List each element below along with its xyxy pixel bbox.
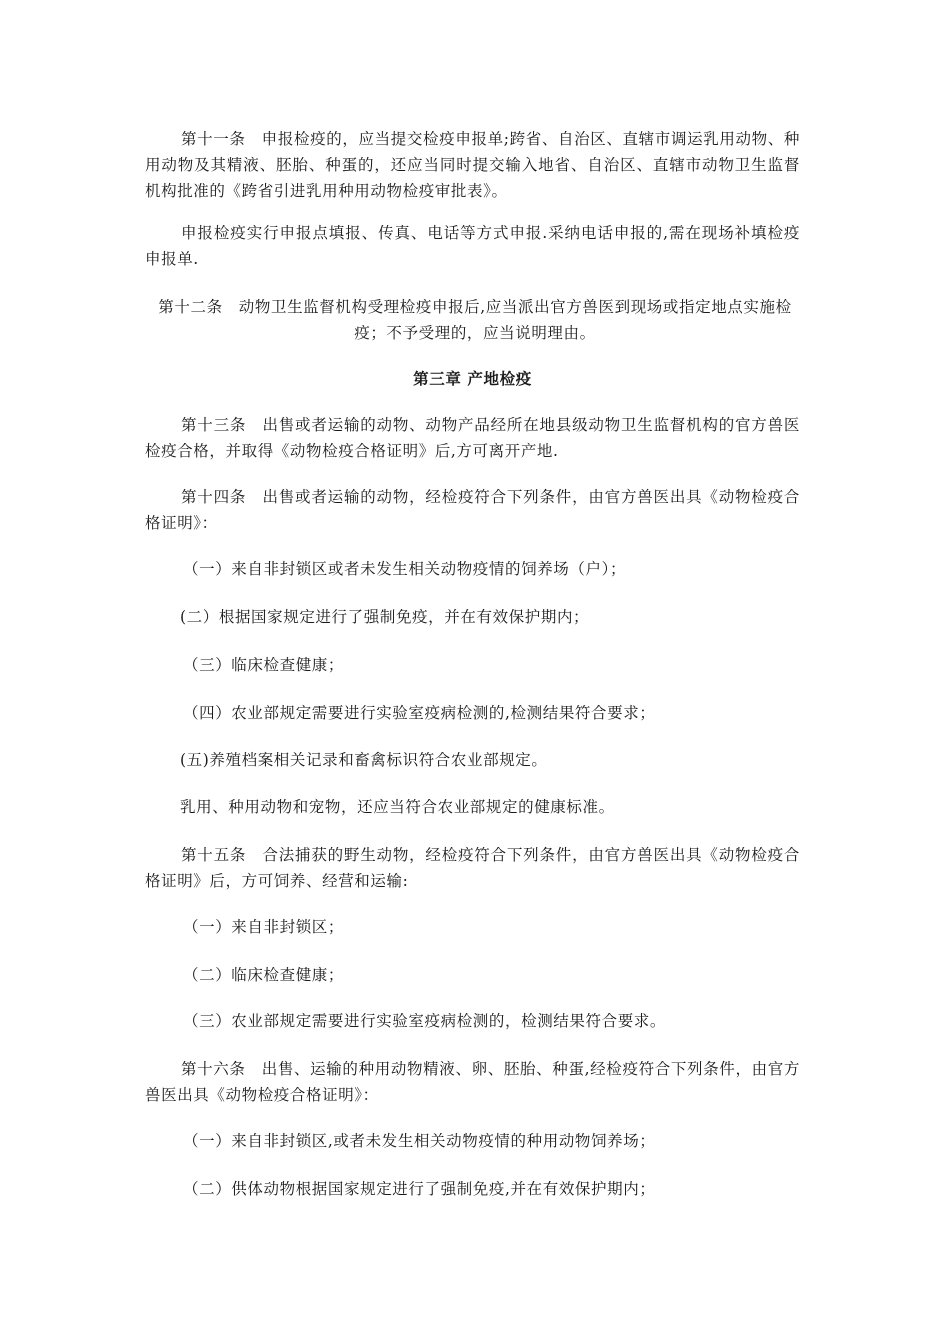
article-14-item-5: (五)养殖档案相关记录和畜禽标识符合农业部规定。	[180, 751, 548, 769]
article-14-item-1: （一）来自非封锁区或者未发生相关动物疫情的饲养场（户）；	[183, 560, 627, 578]
article-15-item-1: （一）来自非封锁区；	[183, 918, 345, 936]
article-12-paragraph: 第十二条 动物卫生监督机构受理检疫申报后,应当派出官方兽医到现场或指定地点实施检疫；不予受理的，应当说明理由。	[158, 298, 792, 342]
article-16-paragraph: 第十六条 出售、运输的种用动物精液、卵、胚胎、种蛋,经检疫符合下列条件，由官方兽医出具《动物检疫合格证明》：	[145, 1060, 800, 1104]
article-16-item-1: （一）来自非封锁区,或者未发生相关动物疫情的种用动物饲养场；	[183, 1132, 656, 1150]
article-13-paragraph: 第十三条 出售或者运输的动物、动物产品经所在地县级动物卫生监督机构的官方兽医检疫合格，并取得《动物检疫合格证明》后,方可离开产地.	[145, 416, 800, 460]
article-14-item-3: （三）临床检查健康；	[183, 656, 345, 674]
chapter-heading: 第三章 产地检疫	[413, 369, 532, 388]
article-15-item-3: （三）农业部规定需要进行实验室疫病检测的，检测结果符合要求。	[183, 1012, 667, 1030]
article-11-paragraph: 第十一条 申报检疫的，应当提交检疫申报单;跨省、自治区、直辖市调运乳用动物、种用动物及其精液、胚胎、种蛋的，还应当同时提交输入地省、自治区、直辖市动物卫生监督机构批准的《跨省引进乳用种用动物检疫审批表》。	[145, 130, 800, 200]
declaration-method-paragraph: 申报检疫实行申报点填报、传真、电话等方式申报.采纳电话申报的,需在现场补填检疫申报单.	[145, 224, 800, 268]
article-14-item-4: （四）农业部规定需要进行实验室疫病检测的,检测结果符合要求；	[183, 704, 656, 722]
article-16-item-2: （二）供体动物根据国家规定进行了强制免疫,并在有效保护期内；	[183, 1180, 656, 1198]
article-15-item-2: （二）临床检查健康；	[183, 966, 345, 984]
article-14-paragraph: 第十四条 出售或者运输的动物，经检疫符合下列条件，由官方兽医出具《动物检疫合格证明》：	[145, 488, 800, 532]
health-standard-paragraph: 乳用、种用动物和宠物，还应当符合农业部规定的健康标准。	[180, 798, 615, 816]
article-15-paragraph: 第十五条 合法捕获的野生动物，经检疫符合下列条件，由官方兽医出具《动物检疫合格证明》后，方可饲养、经营和运输:	[145, 846, 800, 890]
article-14-item-2: (二）根据国家规定进行了强制免疫，并在有效保护期内；	[180, 608, 590, 626]
